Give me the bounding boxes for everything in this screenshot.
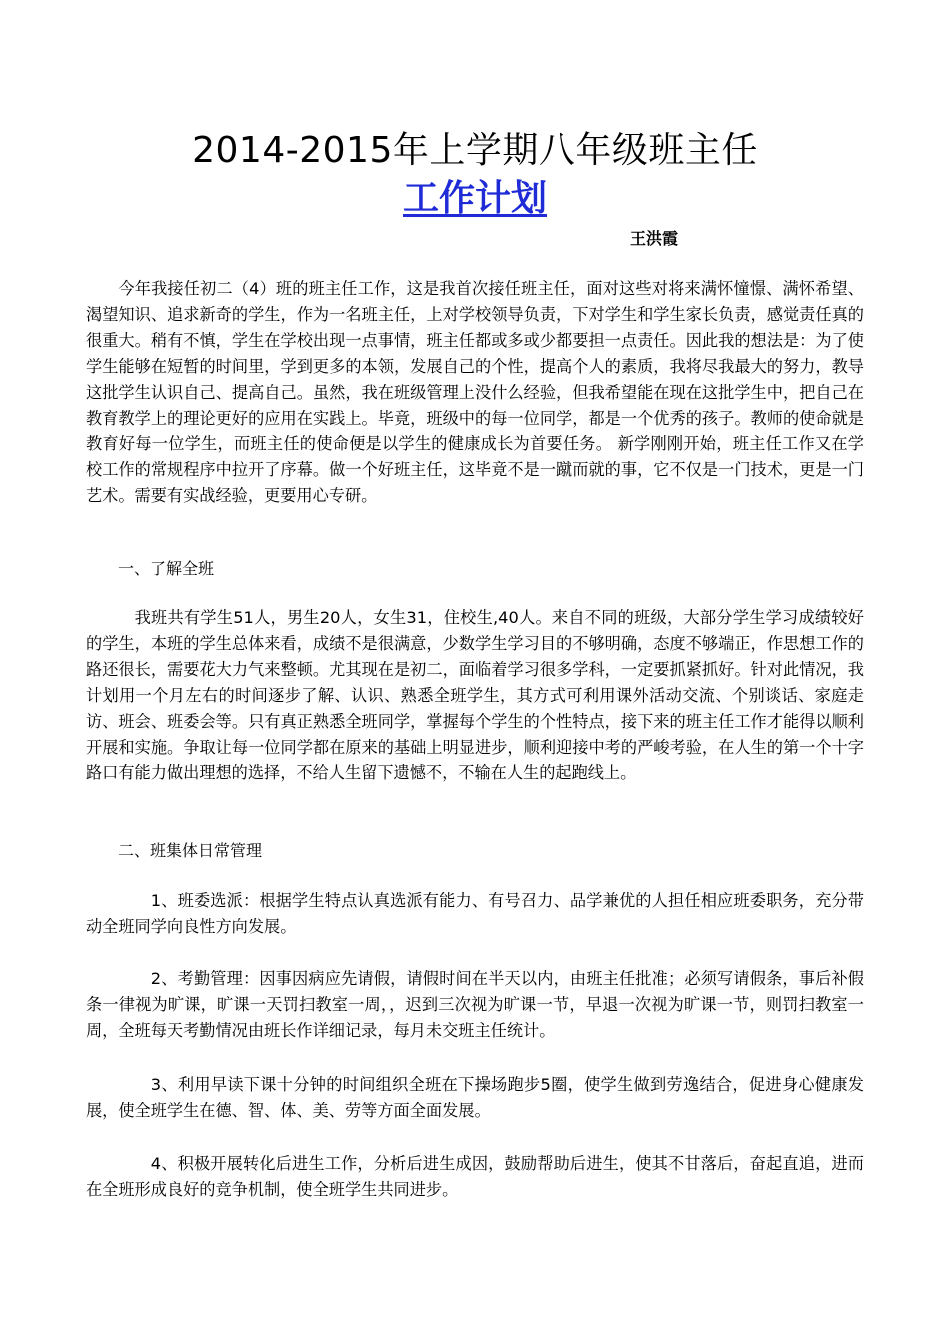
management-item-2: 2、考勤管理：因事因病应先请假，请假时间在半天以内，由班主任批准；必须写请假条，事后补假条一律视为旷课，旷课一天罚扫教室一周，，迟到三次视为旷课一节，早退一次视为旷课一节，则罚扫教室一周，全班每天考勤情况由班长作详细记录，每月未交班主任统计。 xyxy=(86,969,864,1040)
author-name: 王洪霞 xyxy=(630,229,679,248)
intro-paragraph: 今年我接任初二（4）班的班主任工作，这是我首次接任班主任，面对这些对将来满怀憧憬、满怀希望、渴望知识、追求新奇的学生，作为一名班主任，上对学校领导负责，下对学生和学生家长负责，感觉责任真的很重大。稍有不慎，学生在学校出现一点事情，班主任都或多或少都要担一点责任。因此我的想法是：为了使学生能够在短暂的时间里，学到更多的本领，发展自己的个性，提高个人的素质，我将尽我最大的努力，教导这批学生认识自己、提高自己。虽然，我在班级管理上没什么经验，但我希望能在现在这批学生中，把自己在教育教学上的理论更好的应用在实践上。毕竟，班级中的每一位同学，都是一个优秀的孩子。教师的使命就是教育好每一位学生，而班主任的使命便是以学生的健康成长为首要任务。 新学刚刚开始，班主任工作又在学校工作的常规程序中拉开了序幕。做一个好班主任，这毕竟不是一蹴而就的事，它不仅是一门技术，更是一门艺术。需要有实战经验，更要用心专研。 xyxy=(86,279,864,506)
section1-paragraph: 我班共有学生51人，男生20人，女生31，住校生,40人。来自不同的班级，大部分学生学习成绩较好的学生，本班的学生总体来看，成绩不是很满意，少数学生学习目的不够明确，态度不够端正，作思想工作的路还很长，需要花大力气来整顿。尤其现在是初二，面临着学习很多学科，一定要抓紧抓好。针对此情况，我计划用一个月左右的时间逐步了解、认识、熟悉全班学生，其方式可利用课外活动交流、个别谈话、家庭走访、班会、班委会等。只有真正熟悉全班同学，掌握每个学生的个性特点，接下来的班主任工作才能得以顺利开展和实施。争取让每一位同学都在原来的基础上明显进步，顺利迎接中考的严峻考验，在人生的第一个十字路口有能力做出理想的选择，不给人生留下遗憾不，不输在人生的起跑线上。 xyxy=(86,608,864,783)
management-item-3: 3、利用早读下课十分钟的时间组织全班在下操场跑步5圈，使学生做到劳逸结合，促进身心健康发展，使全班学生在德、智、体、美、劳等方面全面发展。 xyxy=(86,1075,864,1120)
section-heading-daily-management: 二、班集体日常管理 xyxy=(118,841,263,860)
management-item-4: 4、积极开展转化后进生工作，分析后进生成因，鼓励帮助后进生，使其不甘落后，奋起直追，进而在全班形成良好的竞争机制，使全班学生共同进步。 xyxy=(86,1154,864,1199)
document-subtitle-link[interactable]: 工作计划 xyxy=(402,178,547,219)
document-title: 2014-2015年上学期八年级班主任 xyxy=(192,130,758,171)
management-item-1: 1、班委选派：根据学生特点认真选派有能力、有号召力、品学兼优的人担任相应班委职务，充分带动全班同学向良性方向发展。 xyxy=(86,891,864,936)
section-heading-understand-class: 一、了解全班 xyxy=(118,559,215,578)
